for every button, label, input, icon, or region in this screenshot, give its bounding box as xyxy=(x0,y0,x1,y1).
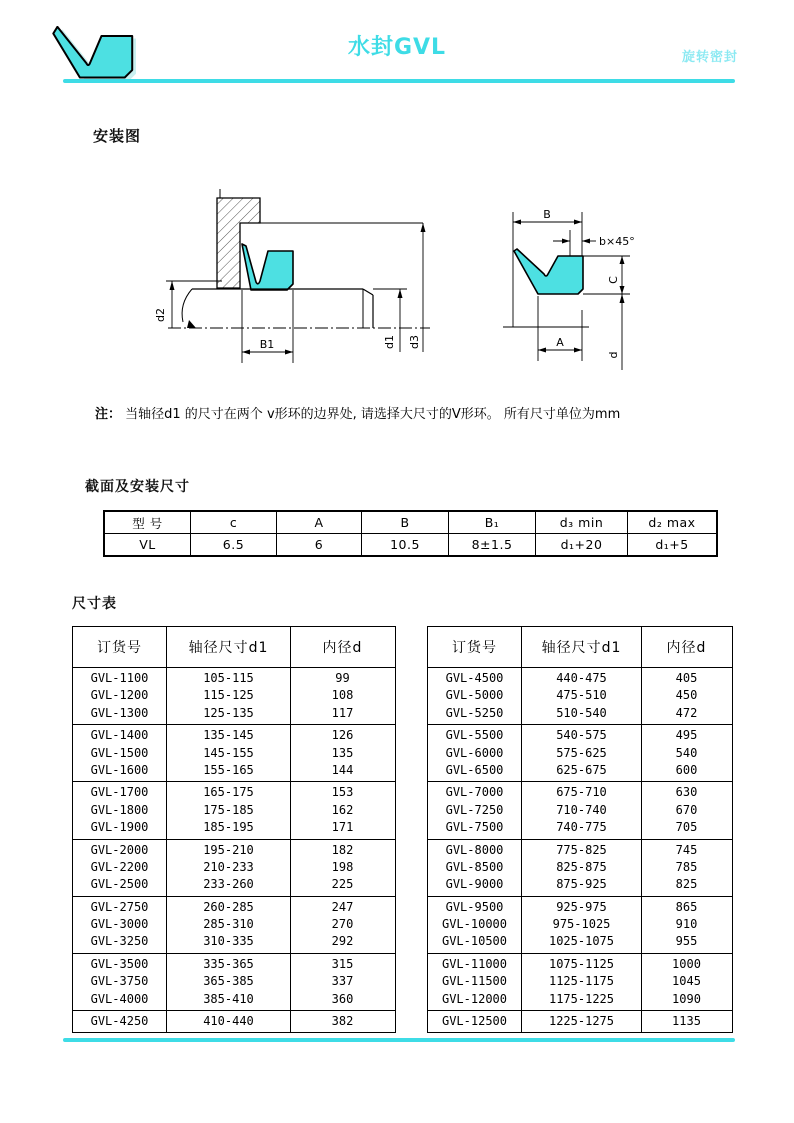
shaft-dia-cell: 925-975 xyxy=(556,899,607,914)
inner-dia-column xyxy=(290,954,394,1010)
shaft-dia-cell: 475-510 xyxy=(556,688,607,703)
order-no-cell: GVL-8500 xyxy=(445,859,504,874)
dim-B1: B1 xyxy=(259,338,275,351)
cross-heading: 截面及安装尺寸 xyxy=(85,479,190,495)
inner-dia-column xyxy=(641,1011,731,1032)
inner-dia-cell: 405 xyxy=(675,671,698,685)
inner-dia-cell: 247 xyxy=(331,899,354,914)
order-no-cell: GVL-2200 xyxy=(90,859,149,874)
table-row-group xyxy=(73,1010,395,1032)
col-inner-dia: 内径d xyxy=(290,627,394,667)
section-diagram xyxy=(475,190,775,375)
order-no-cell: GVL-7500 xyxy=(445,820,504,835)
spec-value-0: VL xyxy=(139,537,156,552)
order-no-cell: GVL-9000 xyxy=(445,877,504,892)
shaft-dia-cell: 310-335 xyxy=(203,934,254,949)
dim-d1: d1 xyxy=(383,335,396,349)
corner-label: 旋转密封 xyxy=(681,50,738,65)
order-no-cell: GVL-12000 xyxy=(441,991,508,1006)
inner-dia-column xyxy=(290,897,394,953)
order-no-cell: GVL-4250 xyxy=(90,1014,149,1029)
shaft-dia-column xyxy=(166,954,290,1010)
spec-header-3: B xyxy=(361,512,448,533)
shaft-dia-column xyxy=(166,668,290,724)
shaft-dia-cell: 155-165 xyxy=(203,762,254,777)
order-no-column xyxy=(73,668,166,724)
inner-dia-cell: 315 xyxy=(331,956,354,971)
order-no-cell: GVL-1600 xyxy=(90,762,149,777)
inner-dia-column xyxy=(641,668,731,724)
shaft-dia-cell: 285-310 xyxy=(203,917,254,932)
order-no-cell: GVL-2750 xyxy=(90,899,149,914)
order-no-cell: GVL-7000 xyxy=(445,785,504,800)
spec-header-1: c xyxy=(190,512,276,533)
order-no-column xyxy=(428,897,521,953)
inner-dia-cell: 117 xyxy=(331,705,354,720)
shaft-dia-cell: 775-825 xyxy=(556,842,607,857)
table-row-group xyxy=(428,1010,732,1032)
table-row-group xyxy=(73,724,395,781)
inner-dia-cell: 162 xyxy=(331,802,354,817)
order-no-cell: GVL-9500 xyxy=(445,899,504,914)
inner-dia-cell: 910 xyxy=(675,917,698,932)
inner-dia-cell: 630 xyxy=(675,785,698,800)
inner-dia-column xyxy=(290,725,394,781)
size-table-right-header xyxy=(428,627,732,668)
order-no-column xyxy=(428,725,521,781)
shaft-dia-column xyxy=(166,1011,290,1032)
order-no-cell: GVL-12500 xyxy=(441,1014,508,1029)
shaft-dia-cell: 105-115 xyxy=(203,671,254,685)
order-no-column xyxy=(73,954,166,1010)
inner-dia-cell: 495 xyxy=(675,728,698,743)
dim-C: C xyxy=(607,276,620,284)
vseal-section xyxy=(514,249,583,294)
size-heading: 尺寸表 xyxy=(72,596,117,612)
shaft-dia-cell: 540-575 xyxy=(556,728,607,743)
inner-dia-cell: 108 xyxy=(331,688,354,703)
dim-d: d xyxy=(607,351,620,359)
inner-dia-column xyxy=(290,782,394,838)
order-no-cell: GVL-6500 xyxy=(445,762,504,777)
col-order-no: 订货号 xyxy=(97,640,142,656)
col-shaft-dia: 轴径尺寸d1 xyxy=(521,627,641,667)
inner-dia-cell: 1090 xyxy=(672,991,701,1006)
inner-dia-cell: 225 xyxy=(331,877,354,892)
shaft-dia-column xyxy=(521,840,641,896)
table-row-group xyxy=(73,668,395,724)
spec-header-row xyxy=(105,512,716,533)
page-title: 水封GVL xyxy=(347,35,447,60)
table-row-group xyxy=(73,781,395,838)
spec-value-6: d₁+5 xyxy=(627,534,716,555)
vseal-section xyxy=(242,244,293,290)
shaft-dia-column xyxy=(521,954,641,1010)
shaft-dia-column xyxy=(166,725,290,781)
shaft-dia-column xyxy=(521,897,641,953)
install-heading: 安装图 xyxy=(93,127,142,145)
shaft-dia-column xyxy=(521,668,641,724)
dim-d2: d2 xyxy=(154,308,167,322)
spec-header-4: B₁ xyxy=(448,512,535,533)
spec-header-6: d₂ max xyxy=(627,512,716,533)
inner-dia-column xyxy=(641,897,731,953)
shaft-dia-cell: 710-740 xyxy=(556,802,607,817)
order-no-cell: GVL-1400 xyxy=(90,728,149,743)
col-inner-dia: 内径d xyxy=(641,627,731,667)
inner-dia-cell: 1135 xyxy=(672,1014,701,1029)
inner-dia-cell: 382 xyxy=(331,1014,354,1029)
inner-dia-cell: 705 xyxy=(675,820,698,835)
order-no-cell: GVL-3250 xyxy=(90,934,149,949)
note-body: 当轴径d1 的尺寸在两个 v形环的边界处, 请选择大尺寸的V形环。 所有尺寸单位为mm xyxy=(125,407,621,422)
order-no-column xyxy=(73,782,166,838)
shaft-dia-cell: 875-925 xyxy=(556,877,607,892)
order-no-cell: GVL-5500 xyxy=(445,728,504,743)
order-no-cell: GVL-1100 xyxy=(90,671,149,685)
inner-dia-cell: 171 xyxy=(331,820,354,835)
shaft-dia-cell: 440-475 xyxy=(556,671,607,685)
order-no-column xyxy=(428,668,521,724)
shaft-dia-cell: 510-540 xyxy=(556,705,607,720)
inner-dia-cell: 745 xyxy=(675,842,698,857)
shaft-dia-cell: 335-365 xyxy=(203,956,254,971)
inner-dia-cell: 144 xyxy=(331,762,354,777)
shaft-dia-cell: 185-195 xyxy=(203,820,254,835)
spec-header-2: A xyxy=(276,512,361,533)
inner-dia-cell: 126 xyxy=(331,728,354,743)
order-no-column xyxy=(428,840,521,896)
spec-value-4: 8±1.5 xyxy=(448,534,535,555)
order-no-column xyxy=(73,897,166,953)
order-no-cell: GVL-11000 xyxy=(441,956,508,971)
shaft-dia-cell: 385-410 xyxy=(203,991,254,1006)
installation-diagram xyxy=(150,182,440,377)
shaft-dia-column xyxy=(521,782,641,838)
shaft-dia-column xyxy=(166,897,290,953)
order-no-cell: GVL-1700 xyxy=(90,785,149,800)
shaft-dia-cell: 135-145 xyxy=(203,728,254,743)
inner-dia-cell: 450 xyxy=(675,688,698,703)
order-no-cell: GVL-3500 xyxy=(90,956,149,971)
order-no-column xyxy=(428,1011,521,1032)
table-row-group xyxy=(73,839,395,896)
order-no-cell: GVL-11500 xyxy=(441,974,508,989)
inner-dia-cell: 182 xyxy=(331,842,354,857)
inner-dia-column xyxy=(290,1011,394,1032)
inner-dia-cell: 1045 xyxy=(672,974,701,989)
dim-A: A xyxy=(556,336,564,349)
shaft-dia-column xyxy=(166,840,290,896)
spec-value-2: 6 xyxy=(276,534,361,555)
shaft-dia-cell: 1025-1075 xyxy=(548,934,615,949)
inner-dia-cell: 540 xyxy=(675,745,698,760)
inner-dia-cell: 198 xyxy=(331,859,354,874)
col-order-no: 订货号 xyxy=(452,640,497,656)
shaft-dia-cell: 125-135 xyxy=(203,705,254,720)
order-no-cell: GVL-6000 xyxy=(445,745,504,760)
inner-dia-column xyxy=(290,668,394,724)
inner-dia-cell: 135 xyxy=(331,745,354,760)
order-no-cell: GVL-10000 xyxy=(441,917,508,932)
order-no-column xyxy=(73,1011,166,1032)
table-row-group xyxy=(428,896,732,953)
dim-b45: b×45° xyxy=(599,235,635,248)
order-no-cell: GVL-1500 xyxy=(90,745,149,760)
table-row-group xyxy=(73,896,395,953)
order-no-cell: GVL-1300 xyxy=(90,705,149,720)
size-table-left-body xyxy=(73,668,395,1032)
col-shaft-dia: 轴径尺寸d1 xyxy=(166,627,290,667)
shaft-dia-column xyxy=(166,782,290,838)
shaft-dia-cell: 115-125 xyxy=(203,688,254,703)
order-no-cell: GVL-1800 xyxy=(90,802,149,817)
order-no-column xyxy=(428,954,521,1010)
table-row-group xyxy=(428,781,732,838)
inner-dia-column xyxy=(641,782,731,838)
inner-dia-cell: 270 xyxy=(331,917,354,932)
inner-dia-column xyxy=(641,840,731,896)
spec-value-3: 10.5 xyxy=(361,534,448,555)
shaft-dia-cell: 675-710 xyxy=(556,785,607,800)
order-no-cell: GVL-7250 xyxy=(445,802,504,817)
order-no-cell: GVL-1200 xyxy=(90,688,149,703)
inner-dia-cell: 670 xyxy=(675,802,698,817)
inner-dia-cell: 153 xyxy=(331,785,354,800)
order-no-cell: GVL-4000 xyxy=(90,991,149,1006)
inner-dia-column xyxy=(641,725,731,781)
spec-header-0: 型 号 xyxy=(132,515,163,531)
shaft-dia-cell: 365-385 xyxy=(203,974,254,989)
shaft-dia-cell: 1125-1175 xyxy=(548,974,615,989)
size-table-left-header xyxy=(73,627,395,668)
shaft-dia-cell: 233-260 xyxy=(203,877,254,892)
shaft-dia-cell: 625-675 xyxy=(556,762,607,777)
inner-dia-cell: 1000 xyxy=(672,956,701,971)
shaft-dia-cell: 195-210 xyxy=(203,842,254,857)
shaft-dia-cell: 1175-1225 xyxy=(548,991,615,1006)
table-row-group xyxy=(428,668,732,724)
inner-dia-cell: 785 xyxy=(675,859,698,874)
shaft-dia-cell: 1075-1125 xyxy=(548,956,615,971)
shaft-dia-cell: 575-625 xyxy=(556,745,607,760)
order-no-cell: GVL-8000 xyxy=(445,842,504,857)
inner-dia-cell: 825 xyxy=(675,877,698,892)
shaft-dia-cell: 410-440 xyxy=(203,1014,254,1029)
size-table-left xyxy=(72,626,396,1033)
shaft-dia-cell: 740-775 xyxy=(556,820,607,835)
inner-dia-cell: 472 xyxy=(675,705,698,720)
note-prefix: 注： xyxy=(95,407,122,422)
inner-dia-cell: 337 xyxy=(331,974,354,989)
order-no-cell: GVL-1900 xyxy=(90,820,149,835)
inner-dia-column xyxy=(641,954,731,1010)
order-no-column xyxy=(428,782,521,838)
inner-dia-cell: 360 xyxy=(331,991,354,1006)
order-no-cell: GVL-3000 xyxy=(90,917,149,932)
table-row-group xyxy=(73,953,395,1010)
order-no-cell: GVL-3750 xyxy=(90,974,149,989)
table-row-group xyxy=(428,839,732,896)
inner-dia-cell: 99 xyxy=(335,671,350,685)
spec-value-5: d₁+20 xyxy=(535,534,627,555)
order-no-cell: GVL-4500 xyxy=(445,671,504,685)
table-row-group xyxy=(428,724,732,781)
dim-d3: d3 xyxy=(408,335,421,349)
note-text xyxy=(95,403,715,422)
order-no-cell: GVL-2500 xyxy=(90,877,149,892)
shaft-dia-cell: 1225-1275 xyxy=(548,1014,615,1029)
dim-B: B xyxy=(543,208,551,221)
inner-dia-cell: 292 xyxy=(331,934,354,949)
inner-dia-cell: 600 xyxy=(675,762,698,777)
size-table-right-body xyxy=(428,668,732,1032)
shaft-dia-cell: 165-175 xyxy=(203,785,254,800)
spec-table xyxy=(103,510,718,557)
footer-rule xyxy=(63,1038,735,1042)
size-table-right xyxy=(427,626,733,1033)
shaft-dia-column xyxy=(521,1011,641,1032)
spec-data-row xyxy=(105,533,716,555)
inner-dia-cell: 955 xyxy=(675,934,698,949)
order-no-column xyxy=(73,840,166,896)
shaft-dia-cell: 145-155 xyxy=(203,745,254,760)
order-no-cell: GVL-5000 xyxy=(445,688,504,703)
header-rule xyxy=(63,79,735,83)
order-no-cell: GVL-2000 xyxy=(90,842,149,857)
shaft-dia-cell: 210-233 xyxy=(203,859,254,874)
shaft-dia-cell: 260-285 xyxy=(203,899,254,914)
order-no-cell: GVL-10500 xyxy=(441,934,508,949)
shaft-dia-cell: 825-875 xyxy=(556,859,607,874)
spec-value-1: 6.5 xyxy=(190,534,276,555)
inner-dia-column xyxy=(290,840,394,896)
shaft-dia-cell: 975-1025 xyxy=(552,917,611,932)
inner-dia-cell: 865 xyxy=(675,899,698,914)
shaft-dia-column xyxy=(521,725,641,781)
order-no-cell: GVL-5250 xyxy=(445,705,504,720)
shaft-dia-cell: 175-185 xyxy=(203,802,254,817)
order-no-column xyxy=(73,725,166,781)
spec-header-5: d₃ min xyxy=(535,512,627,533)
table-row-group xyxy=(428,953,732,1010)
